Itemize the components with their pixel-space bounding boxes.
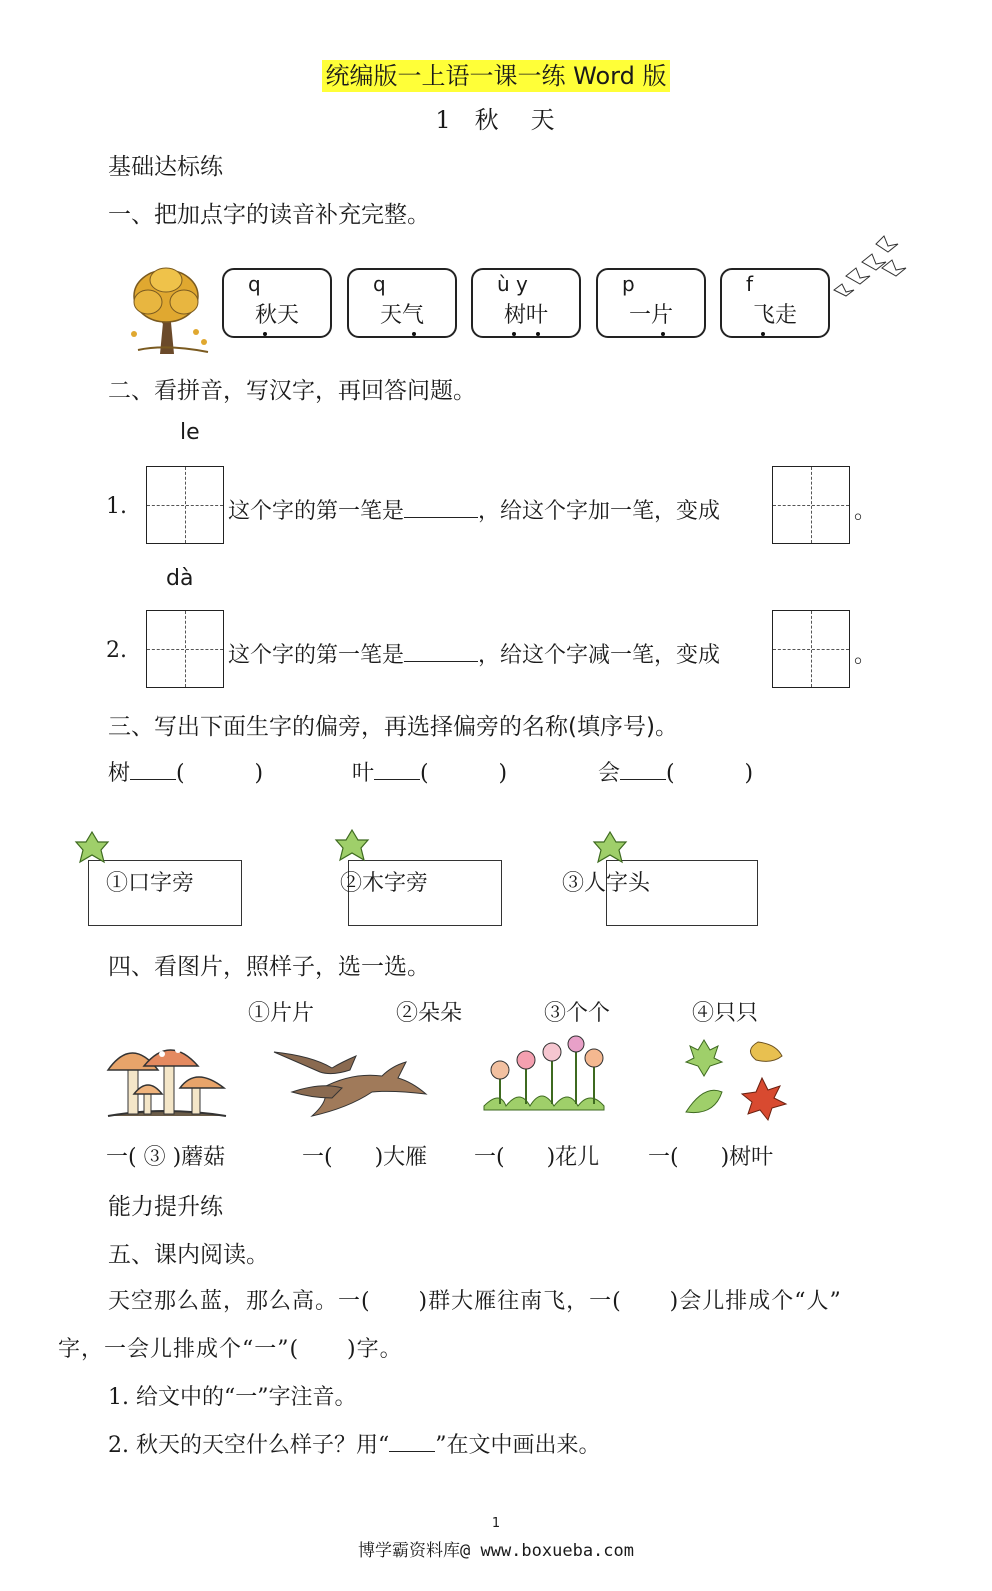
- flowers-icon: [480, 1034, 608, 1112]
- lesson-title: 1 秋 天: [435, 106, 557, 134]
- item-number: 2.: [106, 638, 127, 663]
- measure-answer-3: 一( )花儿: [474, 1145, 600, 1170]
- writing-grid[interactable]: [772, 466, 850, 544]
- radical-option-1: ①口字旁: [106, 871, 195, 896]
- measure-answer-1: 一( ③ )蘑菇: [106, 1145, 226, 1170]
- writing-grid[interactable]: [146, 466, 224, 544]
- answer-blank[interactable]: ③: [136, 1145, 173, 1170]
- mushroom-icon: [104, 1036, 230, 1122]
- wild-geese-icon: [272, 1032, 428, 1122]
- answer-blank[interactable]: [404, 661, 478, 662]
- pinyin-le: le: [180, 420, 200, 445]
- measure-option-4: ④只只: [692, 1001, 759, 1026]
- answer-blank[interactable]: [374, 779, 420, 780]
- writing-grid[interactable]: [146, 610, 224, 688]
- answer-blank[interactable]: [333, 1145, 375, 1170]
- measure-option-2: ②朵朵: [396, 1001, 463, 1026]
- q2-line-2: 这个字的第一笔是 ，给这个字减一笔，变成: [228, 643, 721, 668]
- answer-blank[interactable]: [404, 517, 478, 518]
- answer-blank[interactable]: [679, 1145, 721, 1170]
- q2-line-1: 这个字的第一笔是 ，给这个字加一笔，变成: [228, 499, 721, 524]
- measure-answer-4: 一( )树叶: [648, 1145, 774, 1170]
- question-1-heading: 一、把加点字的读音补充完整。: [108, 202, 430, 228]
- question-5-heading: 五、课内阅读。: [108, 1242, 269, 1268]
- question-2-heading: 二、看拼音，写汉字，再回答问题。: [108, 378, 476, 404]
- pinyin-box-5: f 飞走: [720, 268, 830, 338]
- answer-blank[interactable]: [620, 779, 666, 780]
- leaf-icon: [334, 828, 370, 862]
- leaf-icon: [592, 830, 628, 864]
- leaf-icon: [74, 830, 110, 864]
- answer-blank[interactable]: [505, 1145, 547, 1170]
- section-advanced: 能力提升练: [108, 1194, 223, 1220]
- section-basic: 基础达标练: [108, 154, 223, 180]
- page-number: 1: [491, 1516, 501, 1531]
- reading-question-1: 1. 给文中的“一”字注音。: [108, 1385, 357, 1410]
- question-4-heading: 四、看图片，照样子，选一选。: [108, 954, 430, 980]
- pinyin-box-2: q 天气: [347, 268, 457, 338]
- measure-answer-2: 一( )大雁: [302, 1145, 428, 1170]
- pinyin-box-1: q 秋天: [222, 268, 332, 338]
- answer-blank[interactable]: [130, 779, 176, 780]
- pinyin-box-4: p 一片: [596, 268, 706, 338]
- reading-passage-line-1: 天空那么蓝，那么高。一( )群大雁往南飞，一( )会儿排成个“人”: [108, 1289, 842, 1314]
- radical-item-3: 会 ( ): [598, 761, 754, 786]
- measure-option-3: ③个个: [544, 1001, 611, 1026]
- period: 。: [854, 499, 877, 524]
- writing-grid[interactable]: [772, 610, 850, 688]
- radical-option-2: ②木字旁: [340, 871, 429, 896]
- pinyin-da: dà: [166, 566, 194, 591]
- radical-item-2: 叶 ( ): [352, 761, 508, 786]
- radical-item-1: 树 ( ): [108, 761, 264, 786]
- autumn-tree-icon: [118, 262, 218, 358]
- pinyin-box-3: ù y 树叶: [471, 268, 581, 338]
- reading-question-2: 2. 秋天的天空什么样子？用“ ”在文中画出来。: [108, 1433, 601, 1458]
- radical-option-3: ③人字头: [562, 871, 651, 896]
- period: 。: [854, 643, 877, 668]
- measure-option-1: ①片片: [248, 1001, 315, 1026]
- flying-geese-icon: [832, 232, 908, 302]
- item-number: 1.: [106, 494, 127, 519]
- tree-leaves-icon: [676, 1034, 792, 1124]
- question-3-heading: 三、写出下面生字的偏旁，再选择偏旁的名称(填序号)。: [108, 714, 678, 740]
- document-title: 统编版一上语一课一练 Word 版: [0, 56, 992, 91]
- reading-passage-line-2: 字，一会儿排成个“一”( )字。: [58, 1337, 403, 1362]
- footer-source: 博学霸资料库@ www.boxueba.com: [358, 1541, 634, 1561]
